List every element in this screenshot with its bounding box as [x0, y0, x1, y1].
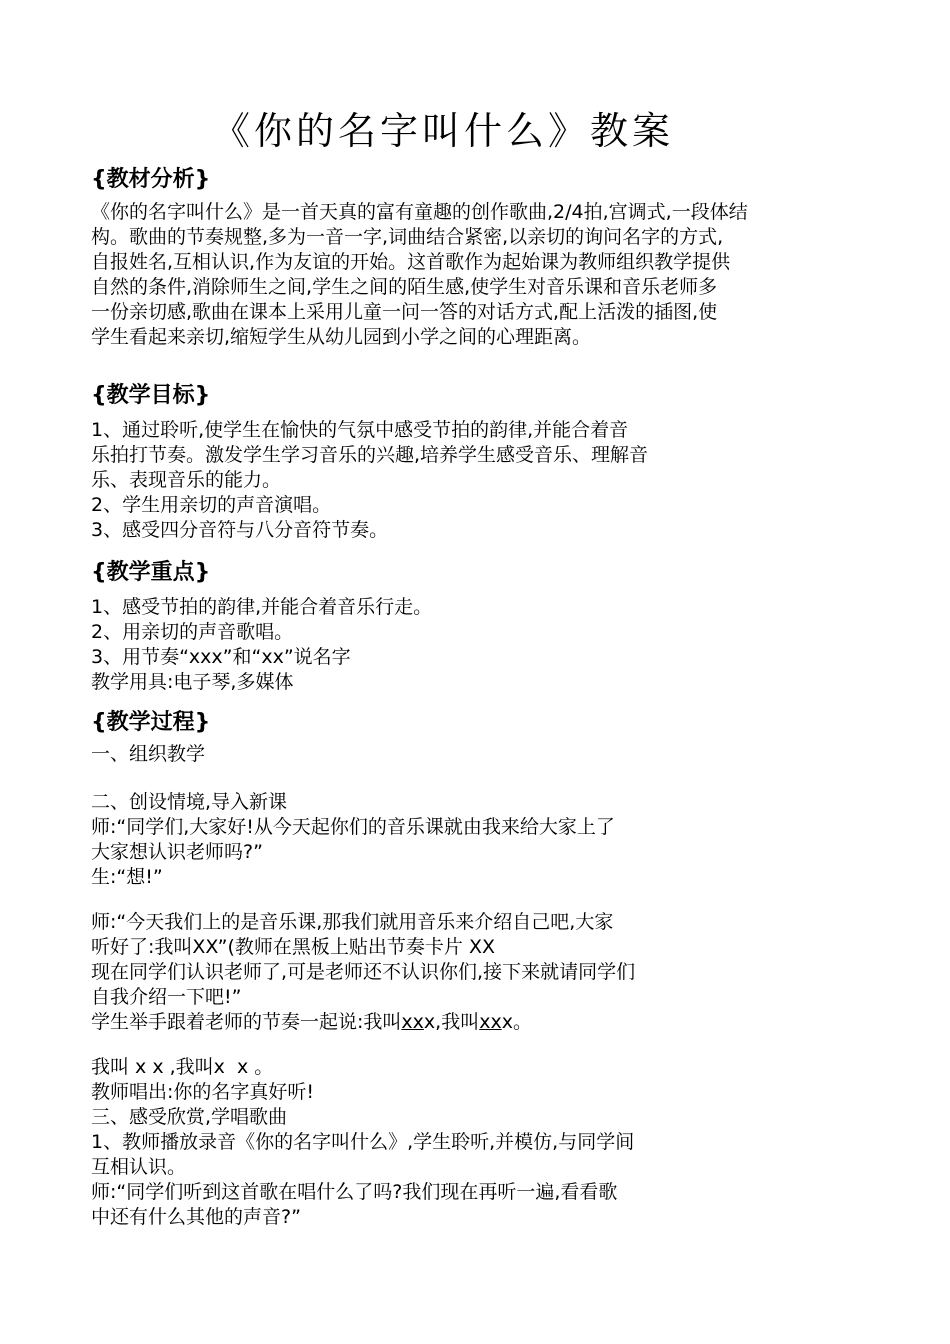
dialog-line: 师:“同学们,大家好!从今天起你们的音乐课就由我来给大家上了	[91, 816, 615, 838]
follow-text: x。	[501, 1011, 532, 1033]
analysis-line: 一份亲切感,歌曲在课本上采用儿童一问一答的对话方式,配上活泼的插图,使	[91, 301, 718, 323]
listen-line: 中还有什么其他的声音?”	[91, 1206, 301, 1228]
section-heading-analysis: {教材分析}	[91, 167, 211, 192]
goals-line: 乐、表现音乐的能力。	[91, 469, 282, 491]
student-follow-line	[91, 1010, 532, 1034]
process-step-1: 一、组织教学	[91, 743, 206, 765]
dialog-line: 现在同学们认识老师了,可是老师还不认识你们,接下来就请同学们	[91, 961, 636, 983]
section-heading-focus: {教学重点}	[91, 560, 211, 585]
follow-text: 学生举手跟着老师的节奏一起说:我叫	[91, 1011, 402, 1033]
teaching-tools: 教学用具:电子琴,多媒体	[91, 671, 294, 693]
rhythm-line: 我叫 x x ,我叫x x 。	[91, 1056, 274, 1078]
section-heading-goals: {教学目标}	[91, 383, 211, 408]
dialog-line: 生:“想!”	[91, 866, 163, 888]
focus-line: 3、用节奏“xxx”和“xx”说名字	[91, 646, 351, 668]
analysis-line: 自报姓名,互相认识,作为友谊的开始。这首歌作为起始课为教师组织教学提供	[91, 251, 731, 273]
document-title: 《你的名字叫什么》教案	[212, 109, 675, 153]
dialog-line: 听好了:我叫XX”(教师在黑板上贴出节奏卡片 XX	[91, 936, 495, 958]
follow-text: x,我叫	[423, 1011, 480, 1033]
analysis-line: 构。歌曲的节奏规整,多为一音一字,词曲结合紧密,以亲切的询问名字的方式,	[91, 226, 724, 248]
section-heading-process: {教学过程}	[91, 710, 211, 735]
goals-line: 3、感受四分音符与八分音符节奏。	[91, 519, 389, 541]
process-step-2: 二、创设情境,导入新课	[91, 791, 288, 813]
listen-line: 1、教师播放录音《你的名字叫什么》,学生聆听,并模仿,与同学间	[91, 1131, 635, 1153]
analysis-line: 《你的名字叫什么》是一首天真的富有童趣的创作歌曲,2/4拍,宫调式,一段体结	[91, 201, 748, 223]
listen-line: 互相认识。	[91, 1156, 187, 1178]
goals-line: 2、学生用亲切的声音演唱。	[91, 494, 332, 516]
rhythm-underlined: xx	[401, 1011, 424, 1033]
dialog-line: 自我介绍一下吧!”	[91, 986, 242, 1008]
process-step-3: 三、感受欣赏,学唱歌曲	[91, 1106, 288, 1128]
analysis-line: 自然的条件,消除师生之间,学生之间的陌生感,使学生对音乐课和音乐老师多	[91, 276, 718, 298]
focus-line: 2、用亲切的声音歌唱。	[91, 621, 294, 643]
goals-line: 1、通过聆听,使学生在愉快的气氛中感受节拍的韵律,并能合着音	[91, 419, 629, 441]
dialog-line: 师:“今天我们上的是音乐课,那我们就用音乐来介绍自己吧,大家	[91, 911, 614, 933]
focus-line: 1、感受节拍的韵律,并能合着音乐行走。	[91, 596, 433, 618]
analysis-line: 学生看起来亲切,缩短学生从幼儿园到小学之间的心理距离。	[91, 326, 592, 348]
listen-line: 师:“同学们听到这首歌在唱什么了吗?我们现在再听一遍,看看歌	[91, 1181, 618, 1203]
rhythm-underlined: xx	[479, 1011, 502, 1033]
dialog-line: 大家想认识老师吗?”	[91, 841, 263, 863]
goals-line: 乐拍打节奏。激发学生学习音乐的兴趣,培养学生感受音乐、理解音	[91, 444, 649, 466]
teacher-sing-line: 教师唱出:你的名字真好听!	[91, 1081, 315, 1103]
